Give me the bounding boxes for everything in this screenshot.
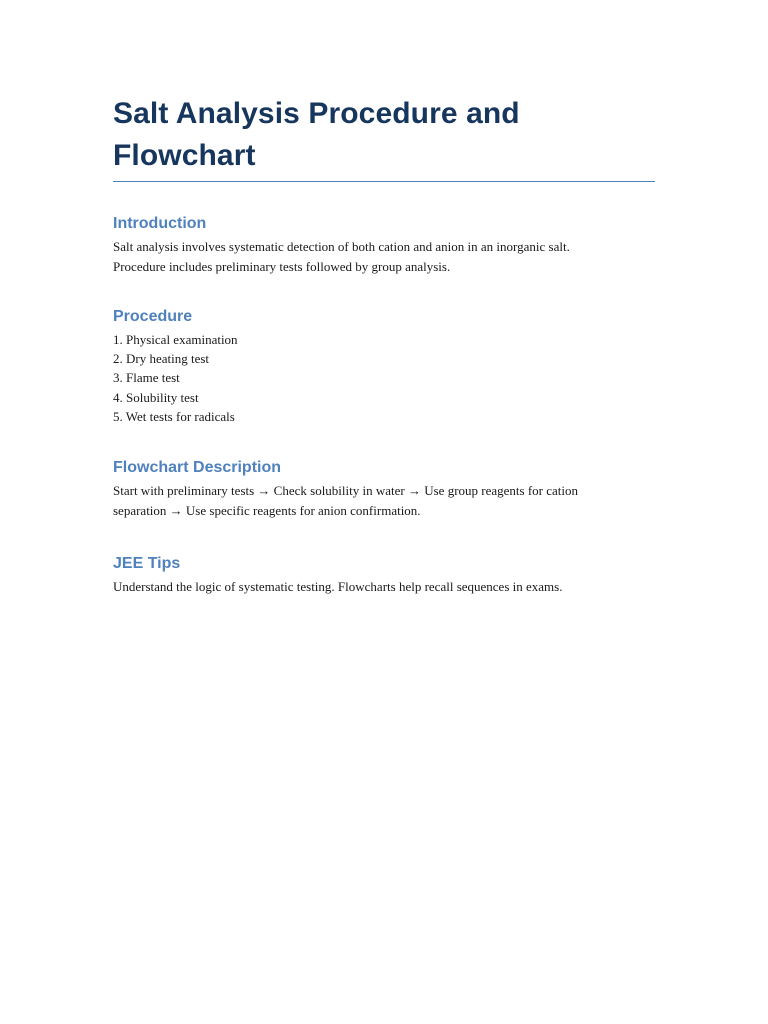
section-flowchart-description <box>113 457 655 520</box>
document-title: Salt Analysis Procedure and Flowchart <box>113 93 655 182</box>
jee-tips-line: Understand the logic of systematic testing. Flowcharts help recall sequences in exams. <box>113 579 563 595</box>
heading-jee-tips: JEE Tips <box>113 555 181 573</box>
introduction-line: Procedure includes preliminary tests followed by group analysis. <box>113 258 451 274</box>
document-body <box>113 93 655 597</box>
procedure-list <box>113 330 655 426</box>
heading-flowchart-description: Flowchart Description <box>113 459 282 477</box>
procedure-item: 1. Physical examination <box>113 332 238 347</box>
flowchart-description-line: separation → Use specific reagents for anion confirmation. <box>113 502 421 518</box>
procedure-item: 2. Dry heating test <box>113 351 210 367</box>
heading-introduction: Introduction <box>113 215 207 232</box>
section-jee-tips <box>113 553 655 597</box>
introduction-line: Salt analysis involves systematic detection of both cation and anion in an inorganic salt. <box>113 239 570 254</box>
heading-procedure: Procedure <box>113 308 193 325</box>
procedure-item: 4. Solubility test <box>113 389 199 405</box>
section-introduction <box>113 213 655 276</box>
section-procedure <box>113 306 655 426</box>
flowchart-description-line: Start with preliminary tests → Check solubility in water → Use group reagents for cation <box>113 483 579 499</box>
procedure-item: 3. Flame test <box>113 370 180 386</box>
procedure-item: 5. Wet tests for radicals <box>113 408 235 424</box>
